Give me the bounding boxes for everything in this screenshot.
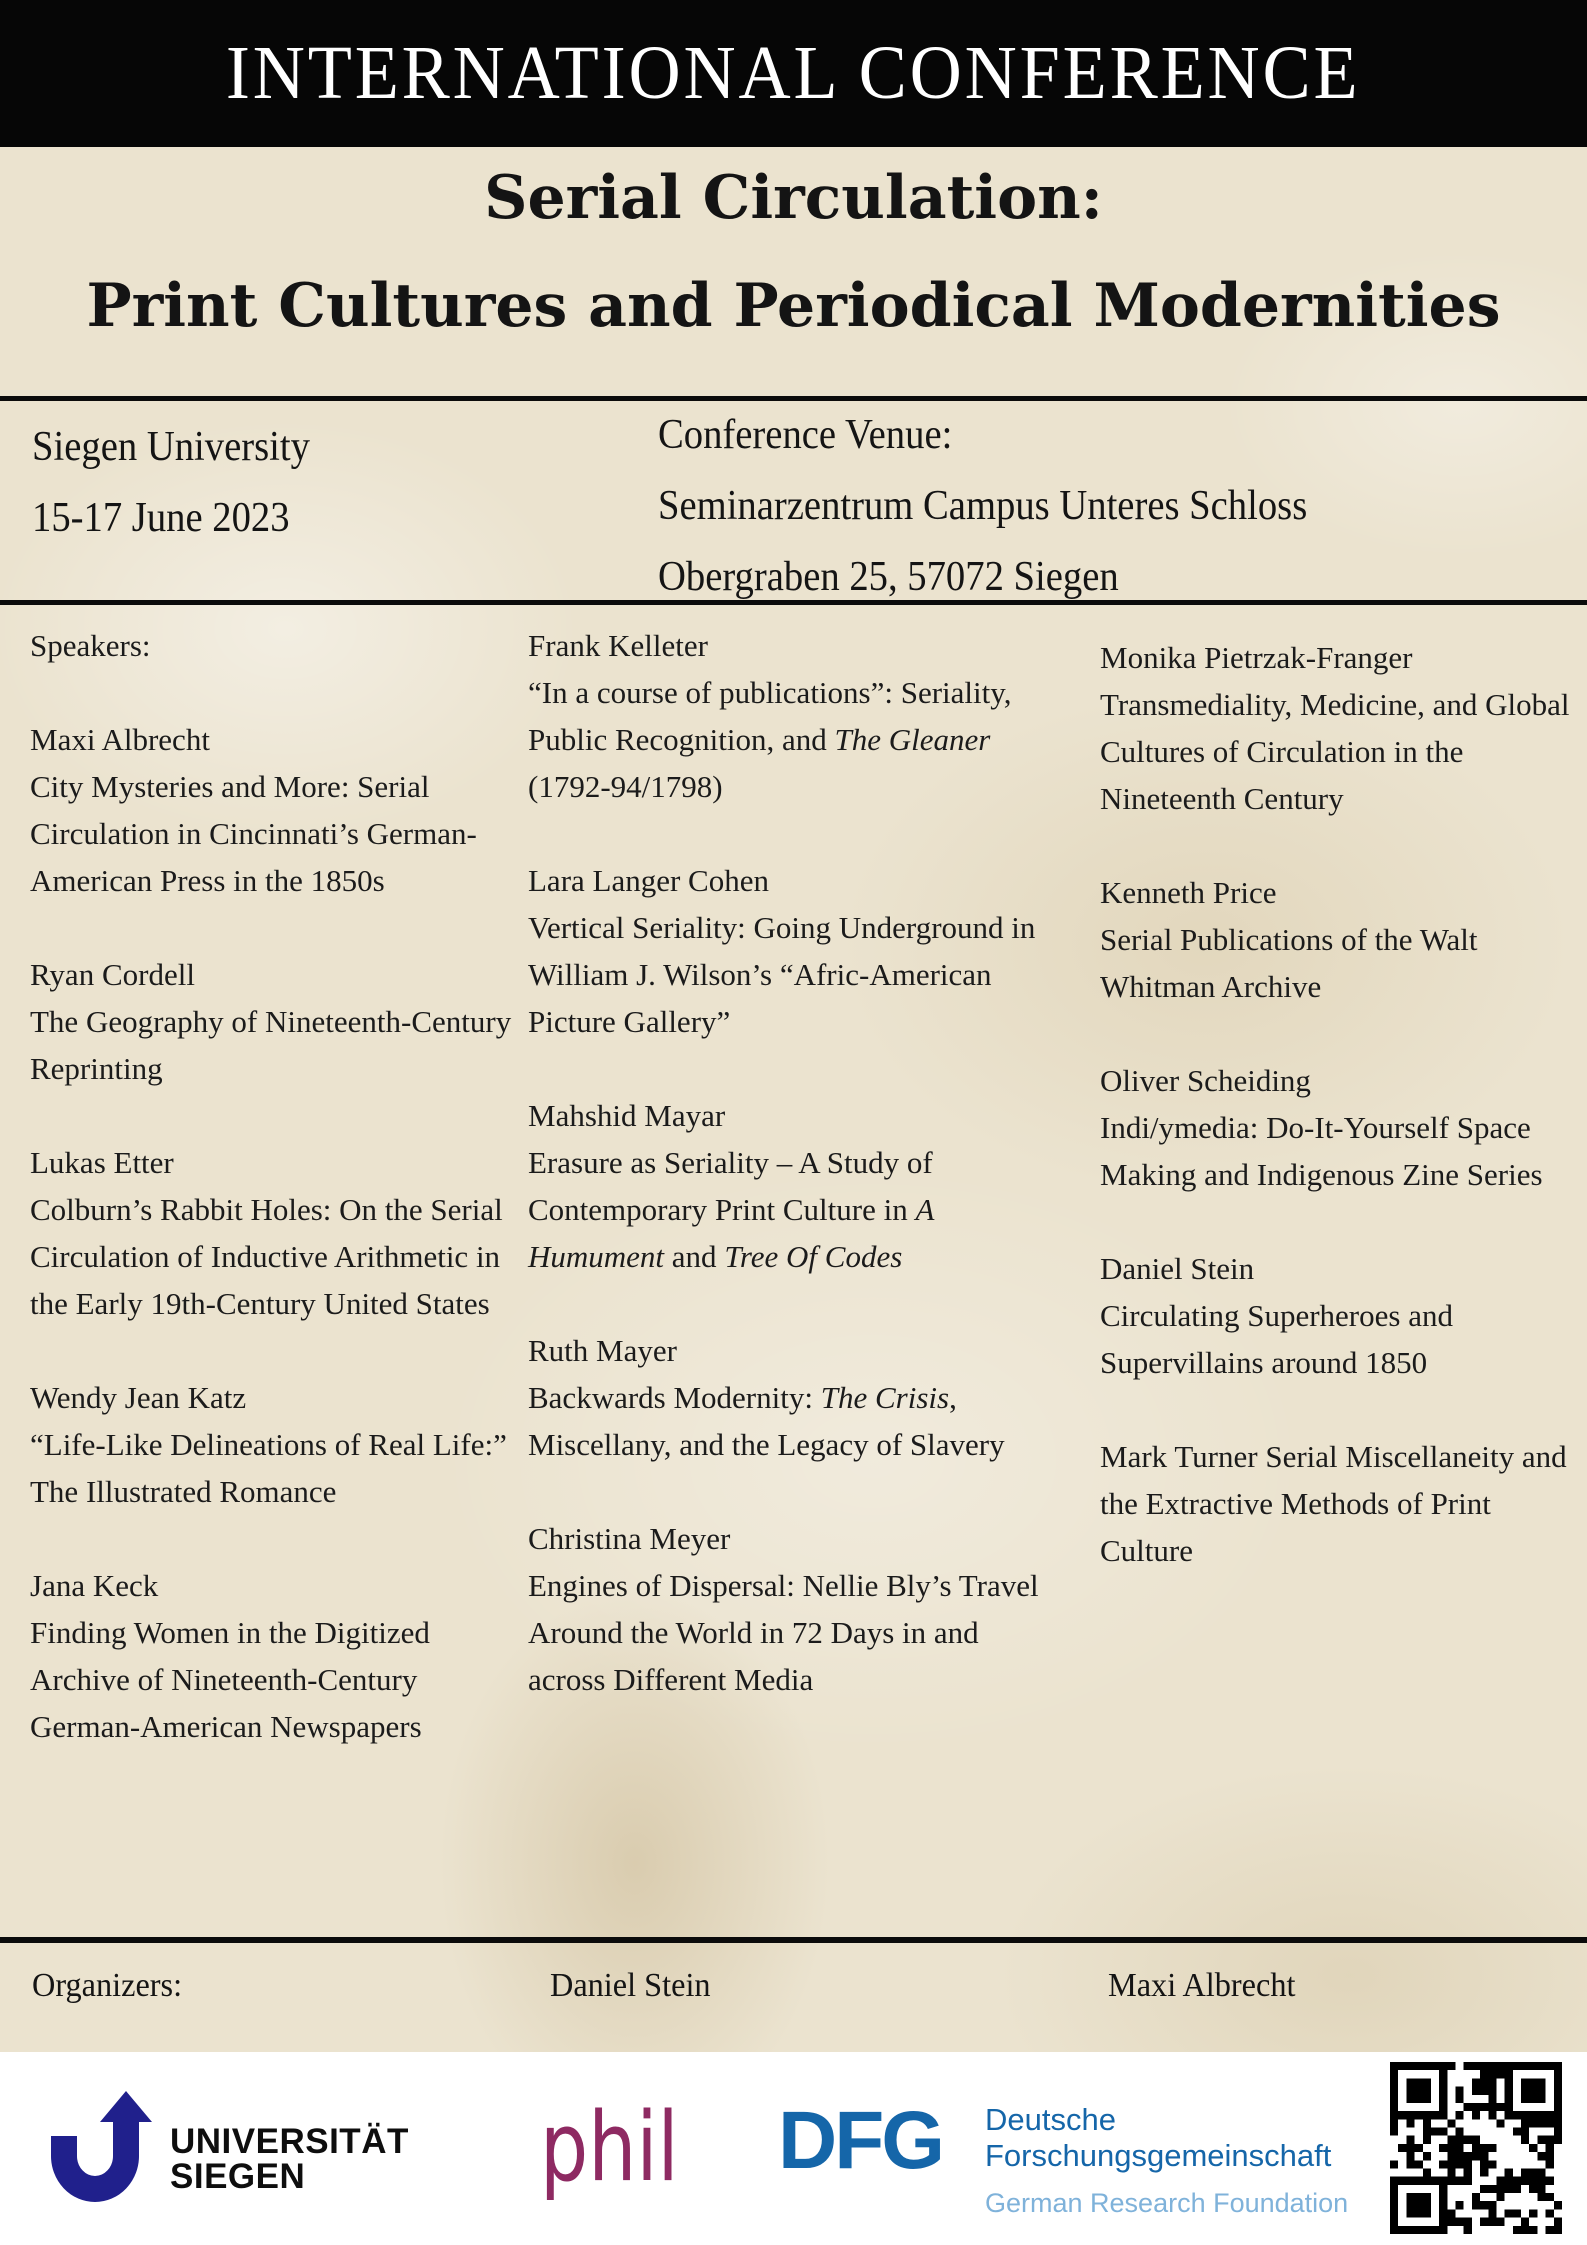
talk-title-segment: Indi/ymedia: Do-It-Yourself Space Making and Indigenous Zine Series [1100, 1110, 1543, 1192]
venue-name: Seminarzentrum Campus Unteres Schloss [658, 483, 1308, 529]
talk-title-segment: City Mysteries and More: Serial Circulation in Cincinnati’s German-American Press in the 1850s [30, 769, 477, 898]
speaker-entry [30, 1139, 522, 1327]
siegen-wordmark-line2: SIEGEN [170, 2157, 306, 2196]
talk-title-segment: Tree Of Codes [724, 1239, 903, 1274]
dfg-logo-english-text: German Research Foundation [985, 2188, 1349, 2218]
speaker-entry [528, 1327, 1043, 1468]
speaker-entry [1100, 634, 1572, 822]
conference-dates: 15-17 June 2023 [32, 495, 290, 541]
top-banner [0, 0, 1587, 147]
dfg-logo-german-text [985, 2102, 1331, 2174]
divider-bottom [0, 1937, 1587, 1943]
talk-title-segment: Serial Publications of the Walt Whitman Archive [1100, 922, 1478, 1004]
speaker-name: Frank Kelleter [528, 628, 708, 663]
organizer-name: Maxi Albrecht [1108, 1967, 1296, 2004]
dfg-logo-abbr: DFG [778, 2095, 943, 2186]
speaker-entry [528, 622, 1043, 810]
speaker-entry [1100, 869, 1572, 1010]
speaker-name: Jana Keck [30, 1568, 159, 1603]
talk-title-segment: Vertical Seriality: Going Underground in William J. Wilson’s “Afric-American Picture Gallery” [528, 910, 1036, 1039]
universitaet-siegen-logo-icon [38, 2086, 158, 2204]
talk-title-segment: The Crisis [820, 1380, 950, 1415]
talk-title-segment: The Gleaner [834, 722, 991, 757]
banner-title: INTERNATIONAL CONFERENCE [226, 31, 1361, 115]
speaker-column [528, 622, 1043, 1750]
talk-title-segment: “In a course of publications”: Seriality, Public Recognition, and [528, 675, 1012, 757]
logo-footer [0, 2052, 1587, 2245]
qr-code-icon [1390, 2062, 1562, 2234]
poster-title [0, 147, 1587, 341]
organizer-name: Daniel Stein [550, 1967, 711, 2004]
talk-title-segment: and [664, 1239, 725, 1274]
speaker-name: Kenneth Price [1100, 875, 1277, 910]
speaker-name: Oliver Scheiding [1100, 1063, 1311, 1098]
phil-logo: phil [540, 2093, 679, 2203]
speaker-name: Mark Turner [1100, 1439, 1258, 1474]
speaker-entry [528, 857, 1043, 1045]
speaker-name: Maxi Albrecht [30, 722, 210, 757]
talk-title-segment: “Life-Like Delineations of Real Life:” The Illustrated Romance [30, 1427, 507, 1509]
speaker-name: Monika Pietrzak-Franger [1100, 640, 1413, 675]
dfg-german-line1: Deutsche [985, 2102, 1116, 2137]
venue-info [658, 400, 1307, 613]
speaker-entry [30, 951, 522, 1092]
speaker-entry [1100, 1057, 1572, 1198]
speaker-name: Daniel Stein [1100, 1251, 1255, 1286]
talk-title-segment: , Miscellany, and the Legacy of Slavery [528, 1380, 1005, 1462]
talk-title-segment: Finding Women in the Digitized Archive of Nineteenth-Century German-American Newspapers [30, 1615, 430, 1744]
talk-title-segment: Transmediality, Medicine, and Global Cultures of Circulation in the Nineteenth Century [1100, 687, 1570, 816]
speaker-name: Mahshid Mayar [528, 1098, 726, 1133]
speaker-column [30, 622, 522, 1797]
talk-title-segment: Serial Miscellaneity and the Extractive Methods of Print Culture [1100, 1439, 1567, 1568]
speaker-name: Lukas Etter [30, 1145, 174, 1180]
speaker-name: Ryan Cordell [30, 957, 195, 992]
speaker-name: Lara Langer Cohen [528, 863, 769, 898]
speaker-entry [528, 1092, 1043, 1280]
university-name: Siegen University [32, 424, 310, 470]
talk-title-segment: Erasure as Seriality – A Study of Contemporary Print Culture in [528, 1145, 933, 1227]
speaker-name: Wendy Jean Katz [30, 1380, 247, 1415]
speaker-entry [1100, 1245, 1572, 1386]
talk-title-segment: The Geography of Nineteenth-Century Reprinting [30, 1004, 512, 1086]
title-line-1: Serial Circulation: [484, 163, 1103, 233]
speaker-entry [30, 1374, 522, 1515]
talk-title-segment: Backwards Modernity: [528, 1380, 821, 1415]
talk-title-segment: Circulating Superheroes and Supervillains around 1850 [1100, 1298, 1453, 1380]
talk-title-segment: Colburn’s Rabbit Holes: On the Serial Circulation of Inductive Arithmetic in the Early 19th-Century United States [30, 1192, 503, 1321]
talk-title-segment: (1792-94/1798) [528, 769, 723, 804]
speakers-heading: Speakers: [30, 628, 151, 663]
title-line-2: Print Cultures and Periodical Modernities [86, 271, 1501, 341]
host-info [32, 412, 310, 554]
siegen-wordmark-line1: UNIVERSITÄT [170, 2122, 409, 2161]
venue-address: Obergraben 25, 57072 Siegen [658, 554, 1119, 600]
talk-title-segment: Engines of Dispersal: Nellie Bly’s Travel Around the World in 72 Days in and across Different Media [528, 1568, 1039, 1697]
divider-middle [0, 600, 1587, 605]
speaker-entry [30, 716, 522, 904]
speaker-entry [528, 1515, 1043, 1703]
organizers-label: Organizers: [32, 1967, 183, 2004]
talk-title-segment: A Humument [528, 1192, 934, 1274]
venue-label: Conference Venue: [658, 412, 953, 458]
dfg-german-line2: Forschungsgemeinschaft [985, 2138, 1332, 2173]
speaker-name: Ruth Mayer [528, 1333, 677, 1368]
speaker-column [1100, 634, 1572, 1621]
speaker-entry [1100, 1433, 1572, 1574]
speaker-entry [30, 1562, 522, 1750]
universitaet-siegen-wordmark [170, 2124, 409, 2194]
speaker-name: Christina Meyer [528, 1521, 731, 1556]
